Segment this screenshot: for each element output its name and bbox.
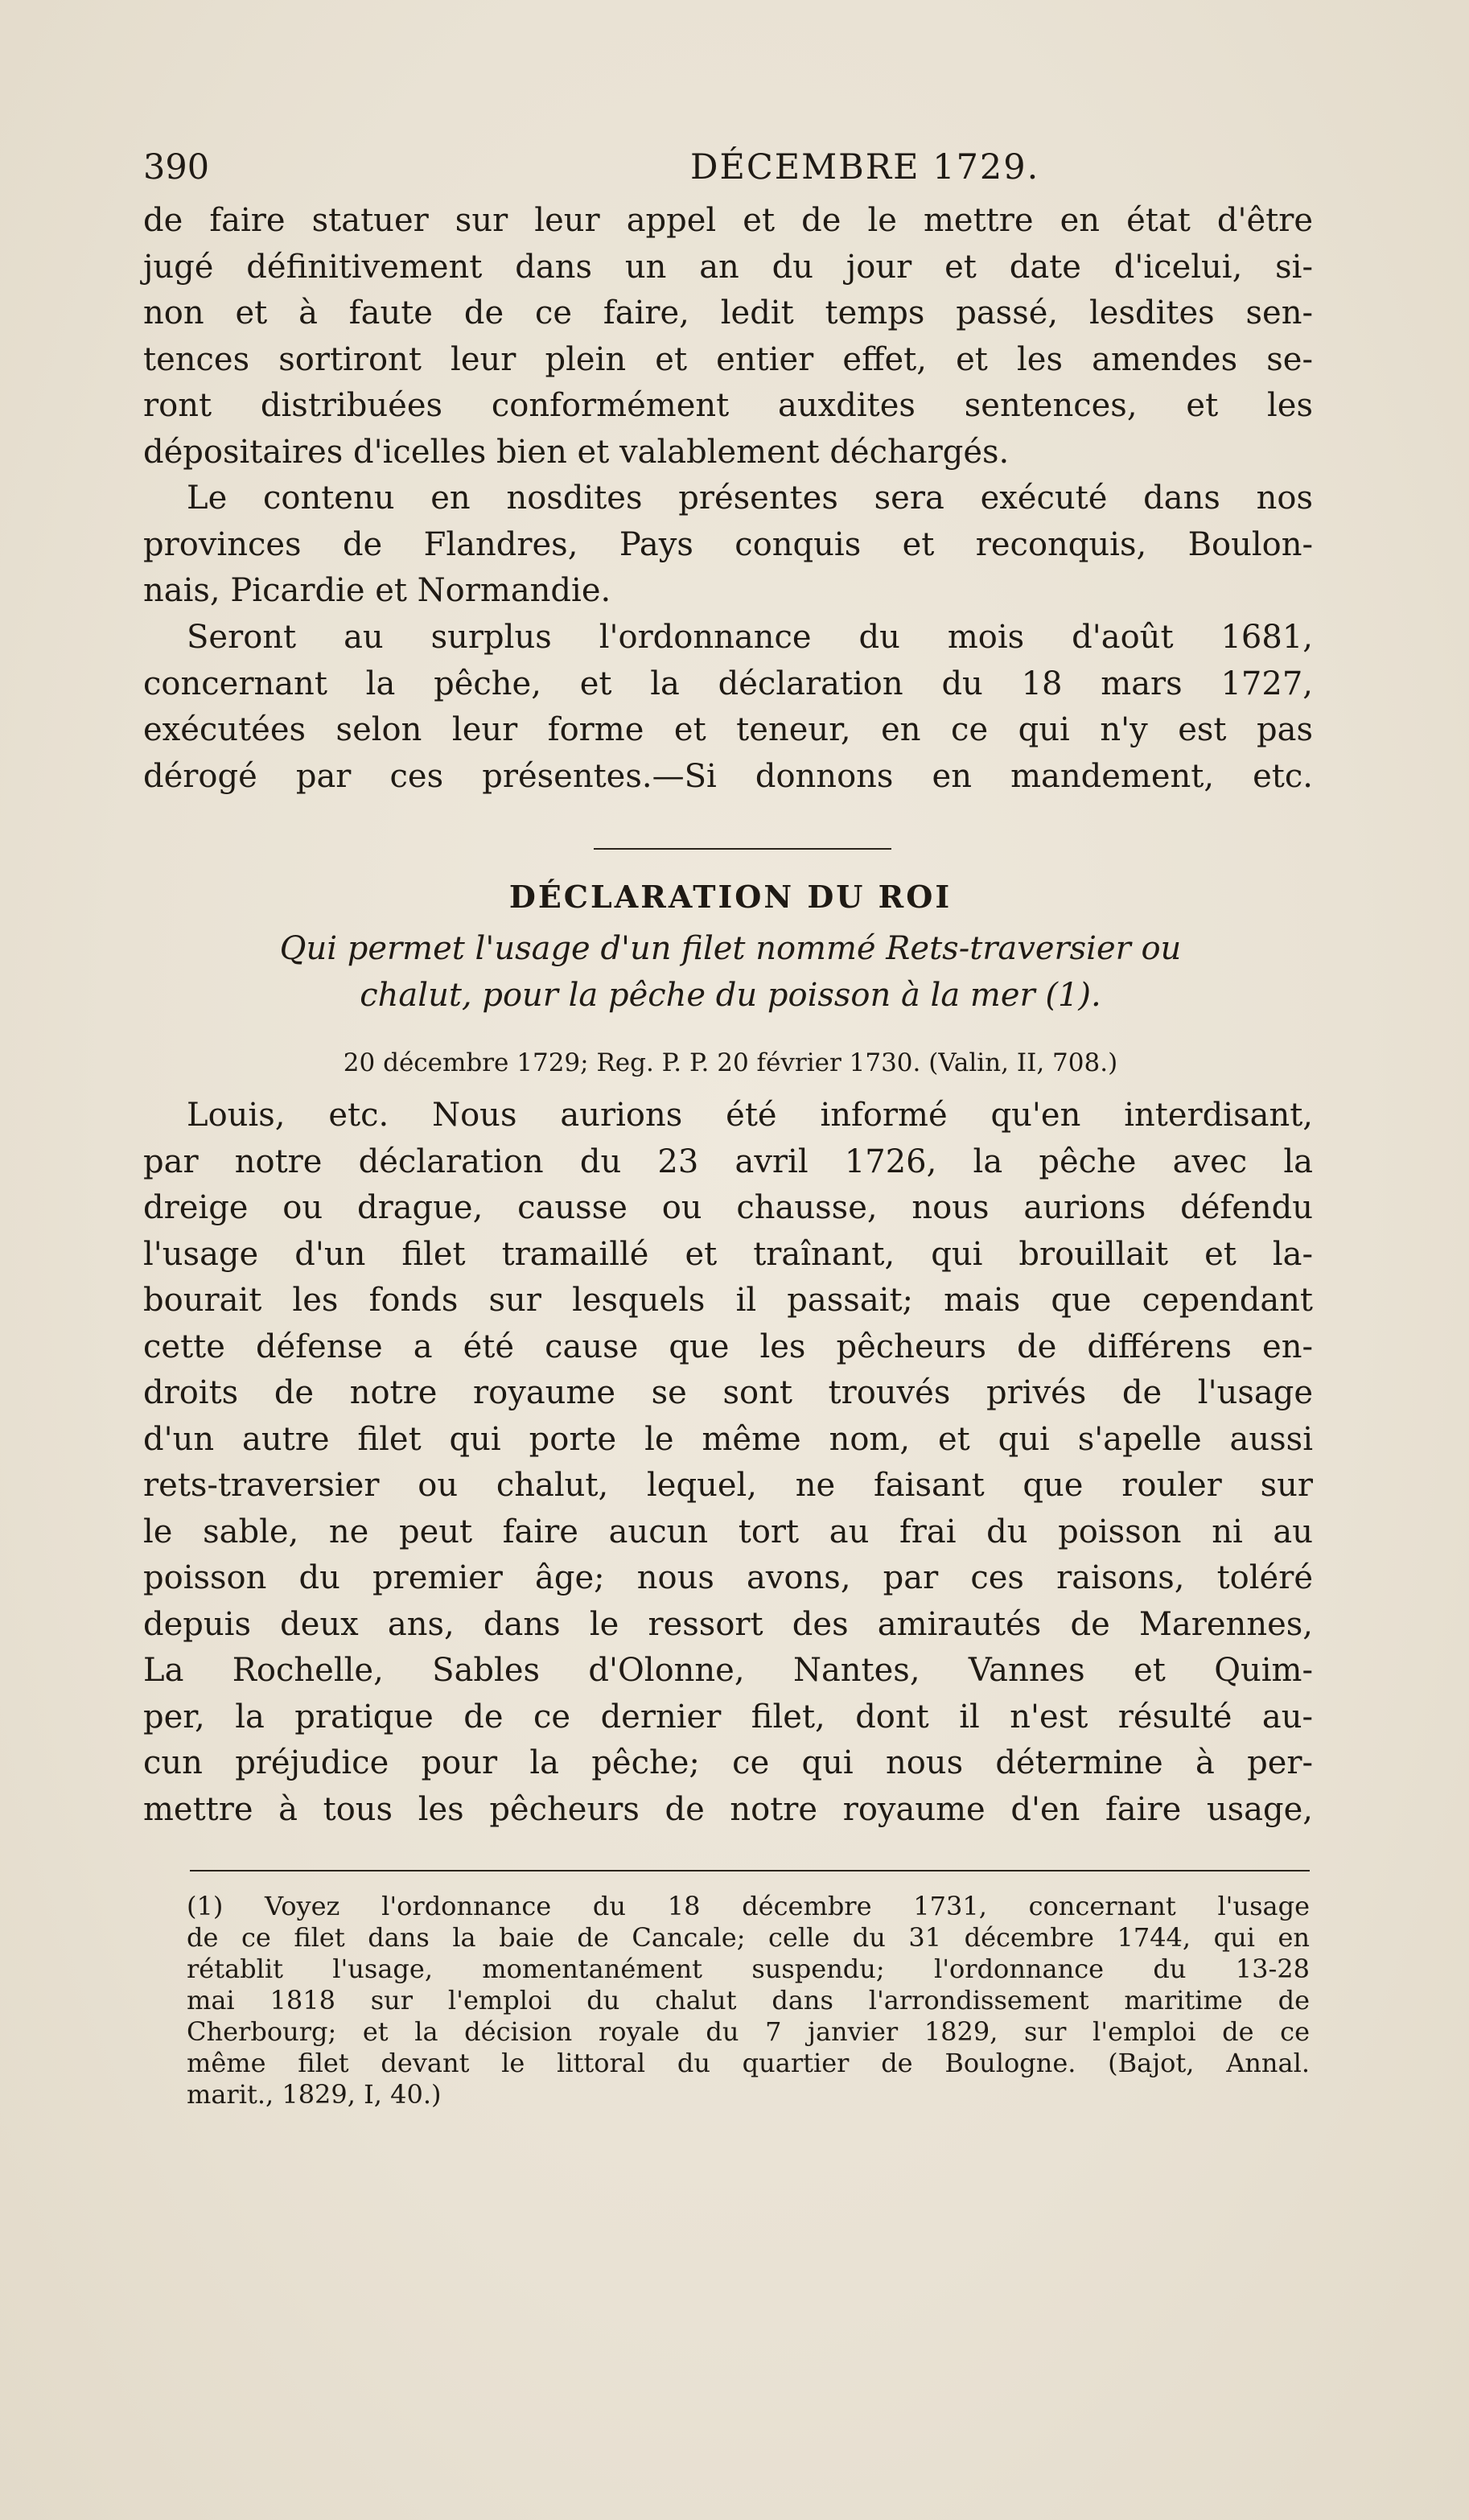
declaration-title: DÉCLARATION DU ROI — [508, 879, 953, 915]
paragraph-provinces — [143, 476, 1313, 615]
footnote-line: marit., 1829, I, 40.) — [187, 2079, 442, 2110]
text-line: per, la pratique de ce dernier filet, dont il n'est résulté au- — [143, 1698, 1313, 1736]
text-line: poisson du premier âge; nous avons, par ces raisons, toléré — [143, 1559, 1313, 1596]
section-divider — [594, 848, 891, 850]
text-line: dérogé par ces présentes.—Si donnons en mandement, etc. — [143, 757, 1313, 795]
page-number: 390 — [143, 147, 210, 187]
declaration-subtitle-line-2: chalut, pour la pêche du poisson à la mer (1). — [360, 977, 1101, 1014]
text-line: tences sortiront leur plein et entier effet, et les amendes se- — [143, 340, 1313, 378]
text-line: exécutées selon leur forme et teneur, en ce qui n'y est pas — [143, 711, 1313, 748]
text-line: bourait les fonds sur lesquels il passait; mais que cependant — [143, 1282, 1313, 1319]
text-line: mettre à tous les pêcheurs de notre royaume d'en faire usage, — [143, 1790, 1313, 1828]
footnote-line: (1) Voyez l'ordonnance du 18 décembre 1731, concernant l'usage — [187, 1891, 1310, 1921]
text-line: jugé définitivement dans un an du jour et date d'icelui, si- — [143, 248, 1313, 286]
text-line: Louis, etc. Nous aurions été informé qu'en interdisant, — [187, 1097, 1313, 1134]
text-line: dreige ou drague, causse ou chausse, nous aurions défendu — [143, 1189, 1313, 1226]
text-line: cun préjudice pour la pêche; ce qui nous détermine à per- — [143, 1744, 1313, 1781]
text-line: l'usage d'un filet tramaillé et traînant, qui brouillait et la- — [143, 1235, 1313, 1273]
declaration-subtitle-line-1: Qui permet l'usage d'un filet nommé Rets-traversier ou — [279, 930, 1182, 967]
text-line: ront distribuées conformément auxdites sentences, et les — [143, 387, 1313, 424]
text-line: rets-traversier ou chalut, lequel, ne faisant que rouler sur — [143, 1467, 1313, 1504]
text-line: depuis deux ans, dans le ressort des amirautés de Marennes, — [143, 1605, 1313, 1643]
text-line: provinces de Flandres, Pays conquis et reconquis, Boulon- — [143, 525, 1313, 563]
footnote-line: mai 1818 sur l'emploi du chalut dans l'arrondissement maritime de — [187, 1985, 1310, 2016]
text-line: dépositaires d'icelles bien et valablement déchargés. — [143, 433, 1010, 471]
text-line: nais, Picardie et Normandie. — [143, 572, 611, 609]
footnote-line: rétablit l'usage, momentanément suspendu; l'ordonnance du 13-28 — [187, 1954, 1310, 1984]
footnote-line: de ce filet dans la baie de Cancale; celle du 31 décembre 1744, qui en — [187, 1922, 1310, 1953]
footnote-line: même filet devant le littoral du quartier de Boulogne. (Bajot, Annal. — [187, 2048, 1310, 2078]
paragraph-surplus — [143, 615, 1313, 800]
text-line: Le contenu en nosdites présentes sera exécuté dans nos — [187, 480, 1313, 517]
text-line: droits de notre royaume se sont trouvés privés de l'usage — [143, 1374, 1313, 1411]
footnote-divider — [190, 1870, 1310, 1871]
text-line: par notre déclaration du 23 avril 1726, la pêche avec la — [143, 1143, 1313, 1180]
text-line: le sable, ne peut faire aucun tort au frai du poisson ni au — [143, 1513, 1313, 1550]
text-line: cette défense a été cause que les pêcheurs de différens en- — [143, 1328, 1313, 1365]
text-line: La Rochelle, Sables d'Olonne, Nantes, Vannes et Quim- — [143, 1652, 1313, 1689]
text-line: de faire statuer sur leur appel et de le mettre en état d'être — [143, 202, 1313, 239]
page-header — [143, 143, 1318, 191]
text-line: non et à faute de ce faire, ledit temps passé, lesdites sen- — [143, 294, 1313, 331]
paragraph-declaration-body — [143, 1093, 1313, 1833]
footnote — [187, 1891, 1310, 2110]
declaration-reference: 20 décembre 1729; Reg. P. P. 20 février 1730. (Valin, II, 708.) — [343, 1048, 1118, 1077]
footnote-line: Cherbourg; et la décision royale du 7 janvier 1829, sur l'emploi de ce — [187, 2016, 1310, 2047]
text-line: d'un autre filet qui porte le même nom, et qui s'apelle aussi — [143, 1420, 1313, 1458]
running-title: DÉCEMBRE 1729. — [690, 147, 1040, 187]
paragraph-continuation — [143, 198, 1313, 476]
text-line: Seront au surplus l'ordonnance du mois d'août 1681, — [187, 619, 1313, 656]
text-line: concernant la pêche, et la déclaration du 18 mars 1727, — [143, 665, 1313, 702]
